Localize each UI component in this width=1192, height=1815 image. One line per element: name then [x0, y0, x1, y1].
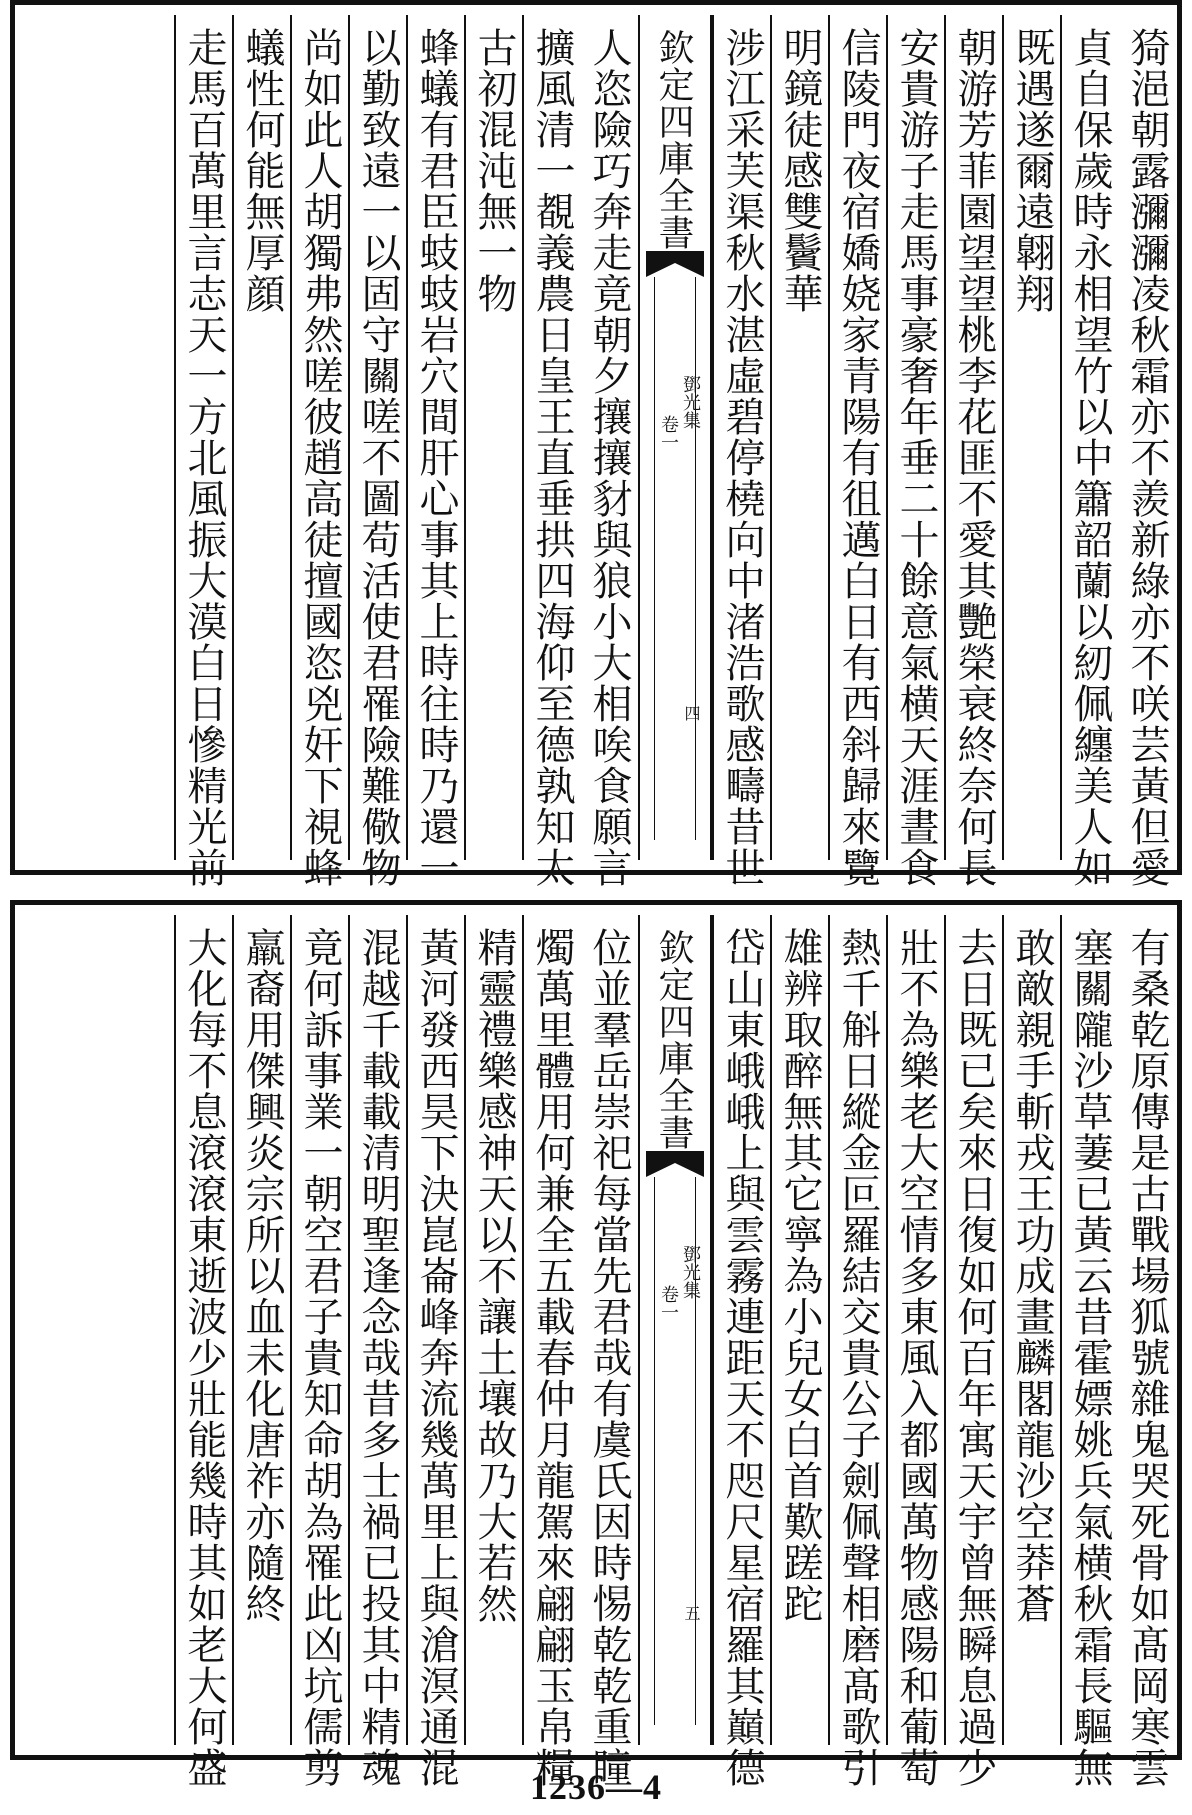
bottom-center-column: [638, 915, 712, 1745]
bottom-column-r1: [1118, 915, 1176, 1788]
verse-line: 信陵門夜宿嬌娆家青陽有徂邁白日有西斜歸來覽: [835, 27, 881, 888]
verse-line: 羸裔用傑興炎宗所以血未化唐祚亦隨終: [239, 927, 285, 1624]
top-column-l4: [406, 15, 464, 888]
top-page-frame: [10, 0, 1182, 888]
center-rule-left: [654, 277, 655, 840]
bottom-column-l1: [580, 915, 638, 1788]
verse-line: 擴風清一覩義農日皇王直垂拱四海仰至德孰知太: [529, 27, 575, 888]
verse-line: 蟻性何能無厚顔: [239, 27, 285, 314]
verse-line: 大化每不息滾滾東逝波少壯能幾時其如老大何盛: [181, 927, 227, 1788]
center-rule-left: [654, 1177, 655, 1725]
footer-page-label: 1236—4: [530, 1767, 662, 1807]
verse-line: 涉江采芙渠秋水湛虛碧停橈向中渚浩歌感疇昔世: [719, 27, 765, 888]
verse-line: 走馬百萬里言志天一方北風振大漠白日慘精光前: [181, 27, 227, 888]
bottom-column-r7: [770, 915, 828, 1745]
top-center-column: [638, 15, 712, 860]
top-column-r6: [828, 15, 886, 888]
center-rule-right: [695, 277, 696, 840]
top-column-l1: [580, 15, 638, 888]
top-column-r2: [1060, 15, 1118, 888]
bottom-column-r8: [712, 915, 770, 1788]
collection-title: 欽定四庫全書: [653, 29, 694, 251]
bottom-column-l3: [464, 915, 522, 1745]
bottom-column-r2: [1060, 915, 1118, 1788]
verse-line: 岱山東峨峨上與雲霧連距天不咫尺星宿羅其巔德: [719, 927, 765, 1788]
verse-line: 蜂蟻有君臣蚑蚑岩穴間肝心事其上時往時乃還一: [413, 27, 459, 888]
bottom-column-l7: [232, 915, 290, 1745]
verse-line: 尚如此人胡獨弗然嗟彼趙高徒擅國恣兇奸下視蜂: [297, 27, 343, 888]
verse-line: 黃河發西昊下決崑崙峰奔流幾萬里上與滄溟通混: [413, 927, 459, 1788]
verse-line: 混越千載載清明聖逢念哉昔多士禍已投其中精魂: [355, 927, 401, 1788]
verse-line: 古初混沌無一物: [471, 27, 517, 314]
verse-line: 以勤致遠一以固守關嗟不圖苟活使君罹險難儆物: [355, 27, 401, 888]
verse-line: 塞關隴沙草萋已黃云昔霍嫖姚兵氣横秋霜長驅無: [1067, 927, 1113, 1788]
fish-tail-mark-icon: [646, 1151, 704, 1177]
top-column-r5: [886, 15, 944, 888]
top-column-l5: [348, 15, 406, 888]
top-column-r3: [1002, 15, 1060, 860]
verse-line: 朝游芳菲園望望桃李花匪不愛其艷榮衰終奈何長: [951, 27, 997, 888]
verse-line: 熱千斛日縱金叵羅結交貴公子劍佩聲相磨髙歌引: [835, 927, 881, 1788]
top-column-l7: [232, 15, 290, 860]
bottom-column-r4: [944, 915, 1002, 1788]
top-column-r4: [944, 15, 1002, 888]
volume-label: 卷一: [658, 415, 679, 451]
verse-line: 雄辨取醉無其它寧為小兒女白首歎蹉跎: [777, 927, 823, 1624]
verse-line: 壯不為樂老大空情多東風入都國萬物感陽和葡萄: [893, 927, 939, 1788]
collection-title: 欽定四庫全書: [653, 929, 694, 1151]
verse-line: 位並羣岳崇祀每當先君哉有虞氏因時惕乾乾重瞳: [586, 927, 632, 1788]
top-column-l2: [522, 15, 580, 888]
verse-line: 精靈禮樂感神天以不讓土壤故乃大若然: [471, 927, 517, 1624]
verse-line: 去日既已矣來日復如何百年寓天宇曾無瞬息過少: [951, 927, 997, 1788]
volume-label: 卷一: [658, 1285, 679, 1321]
verse-line: 燭萬里體用何兼全五載春仲月龍駕來翩翩玉帛糧: [529, 927, 575, 1788]
bottom-column-l2: [522, 915, 580, 1788]
verse-line: 既遇遂爾遠翺翔: [1009, 27, 1055, 314]
top-column-l8: [174, 15, 232, 888]
top-column-l3: [464, 15, 522, 860]
top-column-r8: [712, 15, 770, 888]
bottom-column-l4: [406, 915, 464, 1788]
fish-tail-mark-icon: [646, 251, 704, 277]
top-column-l6: [290, 15, 348, 888]
bottom-column-r5: [886, 915, 944, 1788]
bottom-column-l6: [290, 915, 348, 1788]
verse-line: 明鏡徒感雙鬢華: [777, 27, 823, 314]
verse-line: 竟何訴事業一朝空君子貴知命胡為罹此凶坑儒剪: [297, 927, 343, 1788]
verse-line: 敢敵親手斬戎王功成畫麟閣龍沙空莽蒼: [1009, 927, 1055, 1624]
bottom-column-l8: [174, 915, 232, 1788]
bottom-column-r6: [828, 915, 886, 1788]
verse-line: 猗浥朝露瀰瀰凌秋霜亦不羨新綠亦不咲芸黃但愛: [1124, 27, 1170, 888]
page-number: 五: [682, 1605, 701, 1621]
verse-line: 貞自保歲時永相望竹以中簫韶蘭以紉佩纏美人如: [1067, 27, 1113, 888]
bottom-column-l5: [348, 915, 406, 1788]
verse-line: 安貴游子走馬事豪奢年垂二十餘意氣横天涯晝食: [893, 27, 939, 888]
top-column-r7: [770, 15, 828, 860]
verse-line: 人恣險巧奔走竟朝夕攘攘豺與狼小大相唉食願言: [586, 27, 632, 888]
bottom-column-r3: [1002, 915, 1060, 1745]
page-number: 四: [682, 705, 701, 721]
verse-line: 有桑乾原傳是古戰場狐號雜鬼哭死骨如髙岡寒雲: [1124, 927, 1170, 1788]
book-title: 鄧光集: [680, 1245, 701, 1299]
book-title: 鄧光集: [680, 375, 701, 429]
top-column-r1: [1118, 15, 1176, 888]
